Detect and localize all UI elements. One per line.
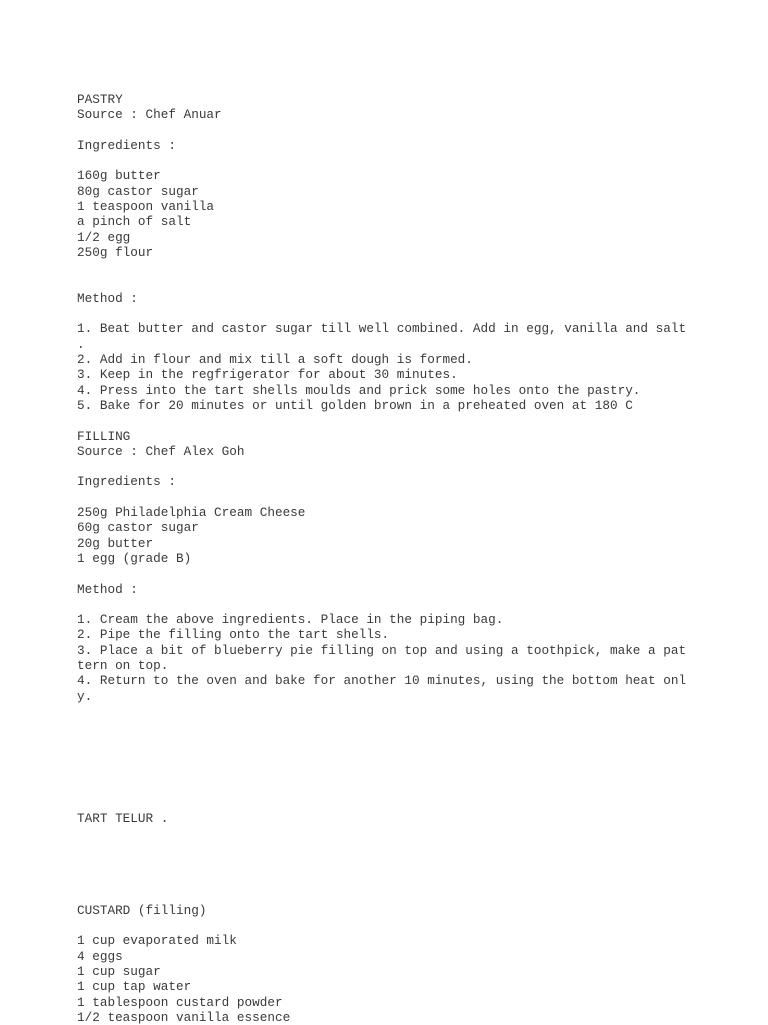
document-line: Source : Chef Alex Goh xyxy=(77,443,245,459)
document-line: 1 cup evaporated milk xyxy=(77,933,237,949)
document-line xyxy=(77,597,717,612)
document-line: 1 cup sugar xyxy=(77,963,161,979)
document-text xyxy=(77,92,717,1025)
document-line: 3. Keep in the regfrigerator for about 30 minutes. xyxy=(77,367,458,383)
document-line: 4. Return to the oven and bake for another 10 minutes, using the bottom heat onl xyxy=(77,673,687,689)
document-line xyxy=(77,260,717,275)
document-line xyxy=(77,780,717,795)
document-line xyxy=(77,826,717,841)
document-line xyxy=(77,306,717,321)
document-line xyxy=(77,276,717,291)
document-line: 80g castor sugar xyxy=(77,183,199,199)
document-line: 60g castor sugar xyxy=(77,520,199,536)
document-line xyxy=(77,887,717,902)
document-line: 4. Press into the tart shells moulds and prick some holes onto the pastry. xyxy=(77,382,641,398)
document-line: 3. Place a bit of blueberry pie filling on top and using a toothpick, make a pat xyxy=(77,642,687,658)
document-line: tern on top. xyxy=(77,657,169,673)
document-line: 5. Bake for 20 minutes or until golden brown in a preheated oven at 180 C xyxy=(77,397,633,413)
document-line xyxy=(77,719,717,734)
document-line: 250g flour xyxy=(77,244,154,260)
document-line xyxy=(77,413,717,428)
document-line: PASTRY xyxy=(77,92,123,107)
document-line: 20g butter xyxy=(77,535,154,551)
document-line: 250g Philadelphia Cream Cheese xyxy=(77,505,306,521)
document-line: 160g butter xyxy=(77,168,161,184)
document-line xyxy=(77,750,717,765)
document-line: 2. Pipe the filling onto the tart shells. xyxy=(77,627,390,643)
document-line xyxy=(77,566,717,581)
document-line: Source : Chef Anuar xyxy=(77,107,222,123)
document-line: 1. Beat butter and castor sugar till well combined. Add in egg, vanilla and salt xyxy=(77,321,687,337)
document-line: Method : xyxy=(77,290,138,306)
document-line xyxy=(77,734,717,749)
document-line: 1 egg (grade B) xyxy=(77,550,192,566)
document-line: . xyxy=(77,336,85,352)
document-line xyxy=(77,123,717,138)
document-line: TART TELUR . xyxy=(77,810,169,826)
document-line xyxy=(77,918,717,933)
document-line: Method : xyxy=(77,581,138,597)
document-line: 1. Cream the above ingredients. Place in the piping bag. xyxy=(77,612,504,628)
document-line: Ingredients : xyxy=(77,137,176,153)
document-line xyxy=(77,872,717,887)
document-line: 1 tablespoon custard powder xyxy=(77,994,283,1010)
document-line: a pinch of salt xyxy=(77,214,192,230)
document-line xyxy=(77,704,717,719)
document-line xyxy=(77,796,717,811)
document-line xyxy=(77,765,717,780)
document-line: 2. Add in flour and mix till a soft dough is formed. xyxy=(77,352,473,368)
document-line xyxy=(77,153,717,168)
document-line xyxy=(77,842,717,857)
document-line: CUSTARD (filling) xyxy=(77,902,207,918)
document-line: 4 eggs xyxy=(77,948,123,964)
document-line: Ingredients : xyxy=(77,474,176,490)
document-line xyxy=(77,459,717,474)
document-line: y. xyxy=(77,688,93,704)
document-line xyxy=(77,490,717,505)
document-line: 1 teaspoon vanilla xyxy=(77,199,215,215)
document-line xyxy=(77,857,717,872)
document-line: 1 cup tap water xyxy=(77,979,192,995)
document-line: 1/2 egg xyxy=(77,229,131,245)
document-line: 1/2 teaspoon vanilla essence xyxy=(77,1009,291,1025)
document-line: FILLING xyxy=(77,428,131,444)
